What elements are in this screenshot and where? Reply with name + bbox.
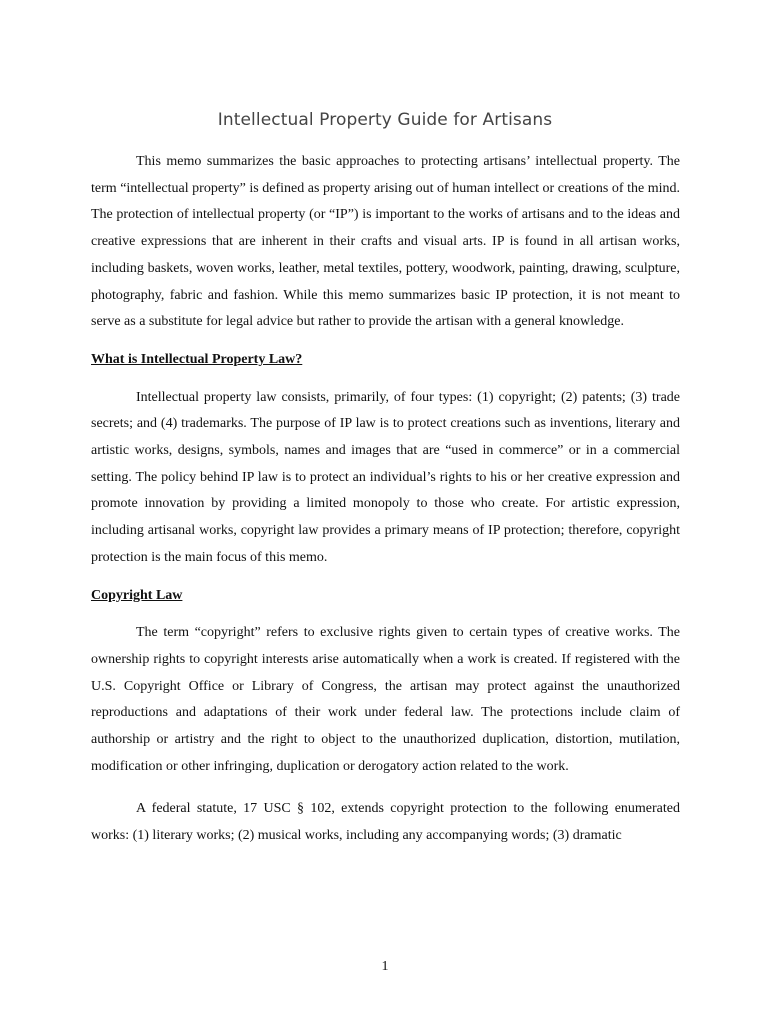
page-number: 1 <box>381 959 389 974</box>
document-title: Intellectual Property Guide for Artisans <box>217 110 553 130</box>
intro-paragraph: This memo summarizes the basic approaches to protecting artisans’ intellectual property. The term “intellectual property” is defined as property arising out of human intellect or creations of the mind. The protection of intellectual property (or “IP”) is important to the works of artisans and to the ideas and creative expressions that are inherent in their crafts and visual arts. IP is found in all artisan works, including baskets, woven works, leather, metal textiles, pottery, woodwork, painting, drawing, sculpture, photography, fabric and fashion. While this memo summarizes basic IP protection, it is not meant to serve as a substitute for legal advice but rather to provide the artisan with a general knowledge. <box>91 154 680 330</box>
paragraph-ip-law-types: Intellectual property law consists, primarily, of four types: (1) copyright; (2) patents; (3) trade secrets; and (4) trademarks. The purpose of IP law is to protect creations such as inventions, literary and artistic works, designs, symbols, names and images that are “used in commerce” or in a commercial setting. The policy behind IP law is to protect an individual’s rights to his or her creative expression and promote innovation by providing a limited monopoly to those who create. For artistic expression, including artisanal works, copyright law provides a primary means of IP protection; therefore, copyright protection is the main focus of this memo. <box>91 389 680 565</box>
paragraph-copyright-definition: The term “copyright” refers to exclusive rights given to certain types of creative works. The ownership rights to copyright interests arise automatically when a work is created. If registered with the U.S. Copyright Office or Library of Congress, the artisan may protect against the unauthorized reproductions and adaptations of their work under federal law. The protections include claim of authorship or artistry and the right to object to the unauthorized duplication, distortion, mutilation, modification or other infringing, duplication or derogatory action related to the work. <box>91 625 680 774</box>
document-body <box>91 149 680 850</box>
section-heading-what-is-ip-law: What is Intellectual Property Law? <box>91 351 303 367</box>
paragraph-federal-statute: A federal statute, 17 USC § 102, extends copyright protection to the following enumerated works: (1) literary works; (2) musical works, including any accompanying words; (3) dramatic <box>91 801 680 844</box>
section-heading-copyright-law: Copyright Law <box>91 587 183 603</box>
